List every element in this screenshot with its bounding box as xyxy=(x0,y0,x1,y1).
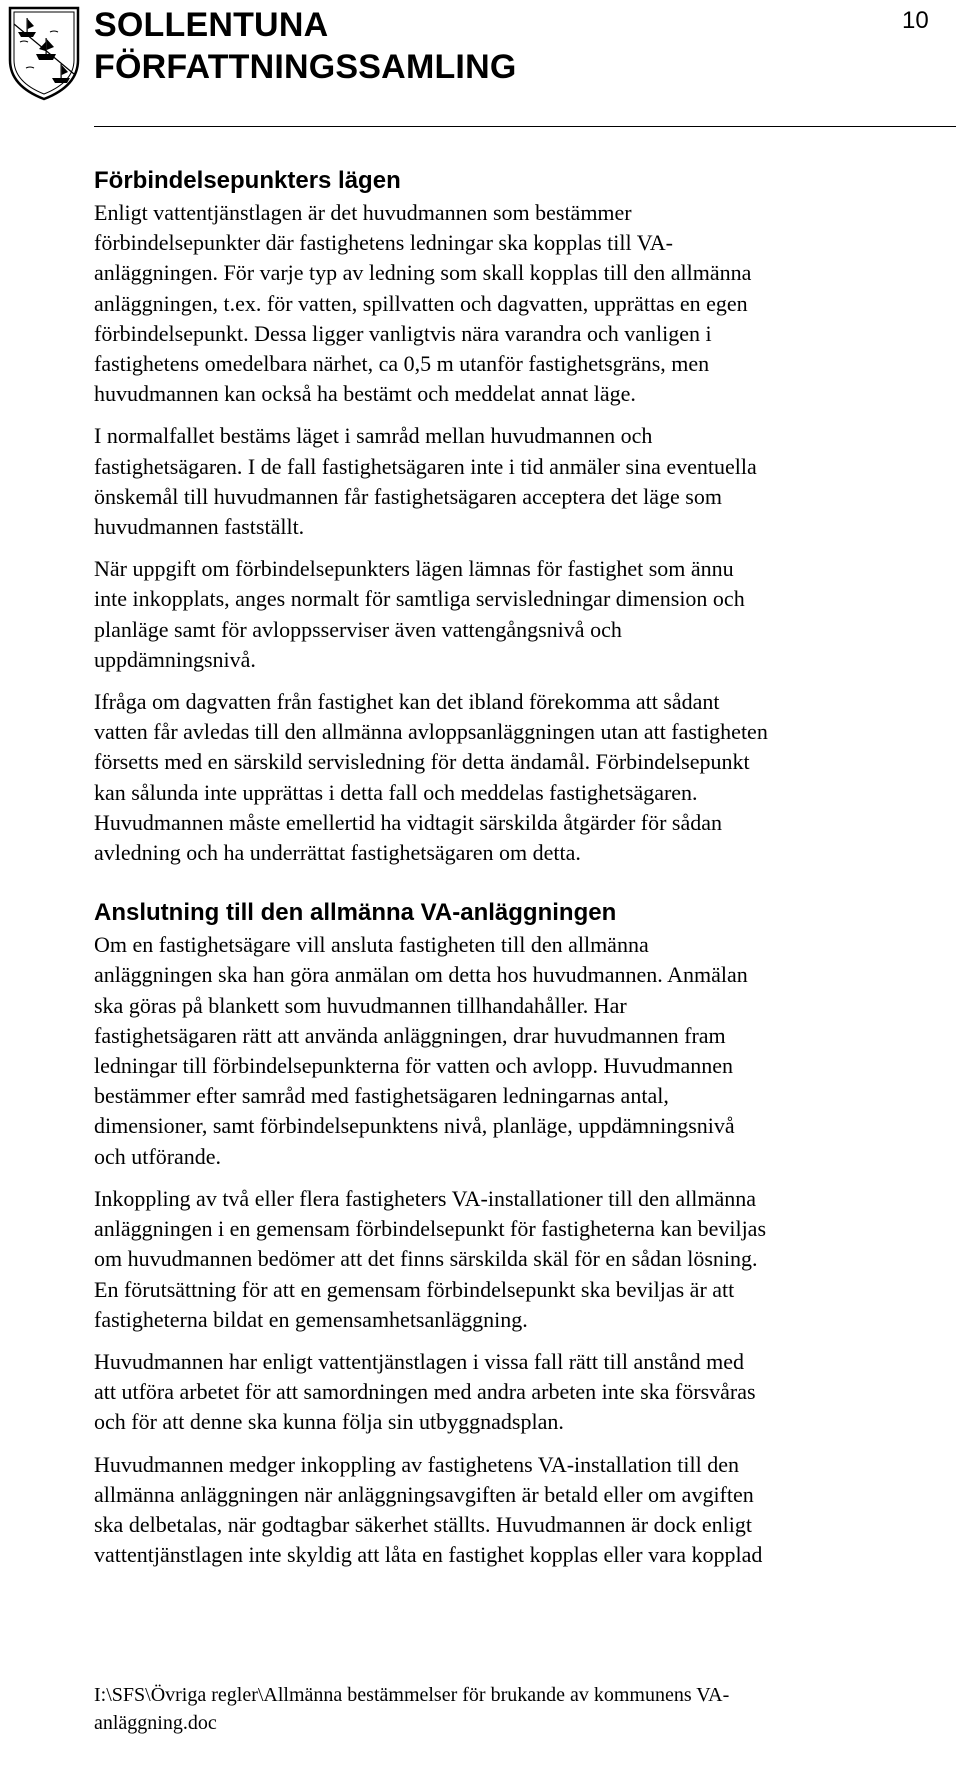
publication-title-line-1: SOLLENTUNA xyxy=(94,6,329,44)
section-heading: Anslutning till den allmänna VA-anläggningen xyxy=(94,899,617,927)
paragraph: Ifråga om dagvatten från fastighet kan det ibland förekomma att sådant vatten får avledas till den allmänna avloppsanläggningen utan att fastigheten försetts med en särskild servisledning för detta ändamål. Förbindelsepunkt kan sålunda inte upprättas i detta fall och meddelas fastighetsägaren. Huvudmannen måste emellertid ha vidtagit särskilda åtgärder för sådan avledning och ha underrättat fastighetsägaren om detta. xyxy=(94,689,768,866)
ships-shield-icon xyxy=(6,2,82,102)
footer-file-path: I:\SFS\Övriga regler\Allmänna bestämmelser för brukande av kommunens VA- anläggning.doc xyxy=(94,1684,730,1734)
section-anslutning xyxy=(94,898,956,1570)
publication-title xyxy=(94,4,516,88)
paragraph: Enligt vattentjänstlagen är det huvudmannen som bestämmer förbindelsepunkter där fastighetens ledningar ska kopplas till VA- anläggningen. För varje typ av ledning som skall kopplas till den allmänna anläggningen, t.ex. för vatten, spillvatten och dagvatten, upprättas en egen förbindelsepunkt. Dessa ligger vanligtvis nära varandra och vanligen i fastighetens omedelbara närhet, ca 0,5 m utanför fastighetsgräns, men huvudmannen kan också ha bestämt och meddelat annat läge. xyxy=(94,200,752,407)
municipal-coat-of-arms-logo xyxy=(6,2,82,102)
section-forbindelsepunkters-lagen xyxy=(94,166,956,868)
paragraph: När uppgift om förbindelsepunkters lägen lämnas för fastighet som ännu inte inkopplats, anges normalt för samtliga servisledningar dimension och planläge samt för avloppsserviser även vattengångsnivå och uppdämningsnivå. xyxy=(94,556,745,672)
section-heading: Förbindelsepunkters lägen xyxy=(94,167,401,194)
paragraph: I normalfallet bestäms läget i samråd mellan huvudmannen och fastighetsägaren. I de fall fastighetsägaren inte i tid anmäler sina eventuella önskemål till huvudmannen får fastighetsägaren acceptera det läge som huvudmannen fastställt. xyxy=(94,423,757,540)
paragraph: Huvudmannen har enligt vattentjänstlagen i vissa fall rätt till anstånd med att utföra arbetet för att samordningen med andra arbeten inte ska försvåras och för att denne ska kunna följa sin utbyggnadsplan. xyxy=(94,1348,756,1435)
header-divider xyxy=(94,126,956,127)
page-number: 10 xyxy=(902,7,929,34)
paragraph: Inkoppling av två eller flera fastigheters VA-installationer till den allmänna anläggningen i en gemensam förbindelsepunkt för fastigheterna kan beviljas om huvudmannen bedömer att det finns särskilda skäl för en sådan lösning. En förutsättning för att en gemensam förbindelsepunkt ska beviljas är att fastigheterna bildat en gemensamhetsanläggning. xyxy=(94,1185,767,1332)
document-body xyxy=(94,166,956,1570)
paragraph: Huvudmannen medger inkoppling av fastighetens VA-installation till den allmänna anläggningen när anläggningsavgiften är betald eller om avgiften ska delbetalas, när godtagbar säkerhet ställts. Huvudmannen är dock enligt vattentjänstlagen inte skyldig att låta en fastighet kopplas eller vara kopplad xyxy=(94,1451,763,1568)
publication-title-line-2: FÖRFATTNINGSSAMLING xyxy=(94,48,517,86)
paragraph: Om en fastighetsägare vill ansluta fastigheten till den allmänna anläggningen ska han göra anmälan om detta hos huvudmannen. Anmälan ska göras på blankett som huvudmannen tillhandahåller. Har fastighetsägaren rätt att använda anläggningen, drar huvudmannen fram ledningar till förbindelsepunkterna för vatten och avlopp. Huvudmannen bestämmer efter samråd med fastighetsägaren ledningarnas antal, dimensioner, samt förbindelsepunktens nivå, planläge, uppdämningsnivå och utförande. xyxy=(94,932,748,1169)
